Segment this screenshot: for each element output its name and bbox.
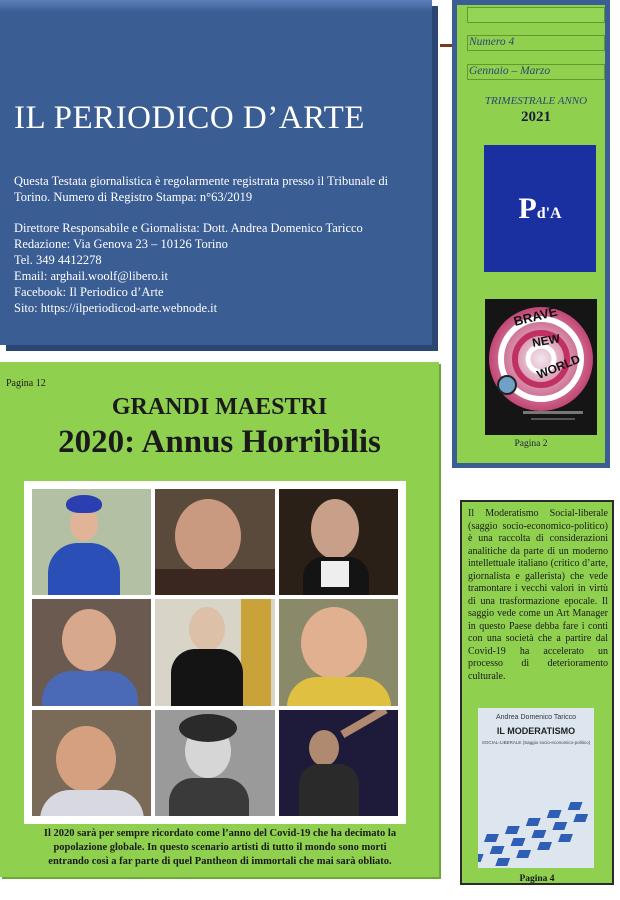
book-pattern [478,798,594,868]
portrait-photo [155,489,274,595]
logo-letter: P [518,191,537,225]
facebook-line: Facebook: Il Periodico d’Arte [14,285,164,299]
book-title: IL MODERATISMO [496,726,576,736]
sidebar-top-bar [467,7,605,23]
feature-caption: Il 2020 sarà per sempre ricordato come l’anno del Covid-19 che ha decimato la popolazione globale. In questo scenario artisti di tutto il mondo sono morti entrando così a far parte di quel Pantheon di immortali che mai sarà obliato. [43,828,397,867]
phone-line: Tel. 349 4412278 [14,253,102,267]
masthead-fold [0,0,432,12]
portrait-photo [155,599,274,705]
newspaper-title: IL PERIODICO D’ARTE [14,100,365,136]
book-article [460,500,614,885]
portrait-photo [32,489,151,595]
divider [440,44,452,47]
feature-panel [0,362,439,877]
book-author: Andrea Domenico Taricco [495,714,577,721]
brave-new-world-cover [485,299,597,435]
portrait-grid [24,481,406,824]
section-title: GRANDI MAESTRI [111,394,328,420]
issue-number: Numero 4 [469,36,515,48]
portrait-photo [279,710,398,816]
book-page-ref: Pagina 4 [519,874,555,884]
cover-word-brave: BRAVE [512,303,559,329]
pda-logo-icon [484,145,596,272]
masthead [0,0,432,345]
issue-sidebar [452,0,610,468]
book-subtitle: SOCIAL-LIBERALE (Saggio socio-economico-politico) [481,740,591,745]
address-line: Redazione: Via Genova 23 – 10126 Torino [14,237,228,251]
portrait-photo [32,599,151,705]
book-cover [478,708,594,868]
cover-word-new: NEW [531,331,562,350]
cover-page-ref: Pagina 2 [514,439,548,449]
page-ref: Pagina 12 [6,378,46,389]
issue-months: Gennaio – Marzo [469,65,551,77]
logo-sub: d'A [536,204,562,222]
editorial-credits [14,220,434,316]
portrait-photo [32,710,151,816]
portrait-photo [279,599,398,705]
email-line: Email: arghail.woolf@libero.it [14,269,168,283]
director-line: Direttore Responsabile e Giornalista: Dott. Andrea Domenico Taricco [14,221,363,235]
portrait-photo [155,710,274,816]
cover-word-world: WORLD [534,351,583,382]
website-line: Sito: https://ilperiodicod-arte.webnode.it [14,301,218,315]
portrait-photo [279,489,398,595]
registration-note: Questa Testata giornalistica è regolarmente registrata presso il Tribunale di Torino. Numero di Registro Stampa: n°63/2019 [14,174,389,204]
trimestrale-label: TRIMESTRALE ANNO [484,95,588,107]
issue-year: 2021 [521,109,551,125]
headline: 2020: Annus Horribilis [58,424,381,460]
article-text: Il Moderatismo Social-liberale (saggio socio-economico-politico) è una raccolta di considerazioni analitiche da parte di un moderno intellettuale italiano (critico d’arte, giornalista e gallerista) che vede tramontare i vecchi valori in virtù di una trasformazione epocale. Il saggio vede come un Art Manager in questo Paese debba fare i conti con una società che a partire dal Covid-19 ha accelerato un processo di deterioramento culturale. [468,508,608,682]
